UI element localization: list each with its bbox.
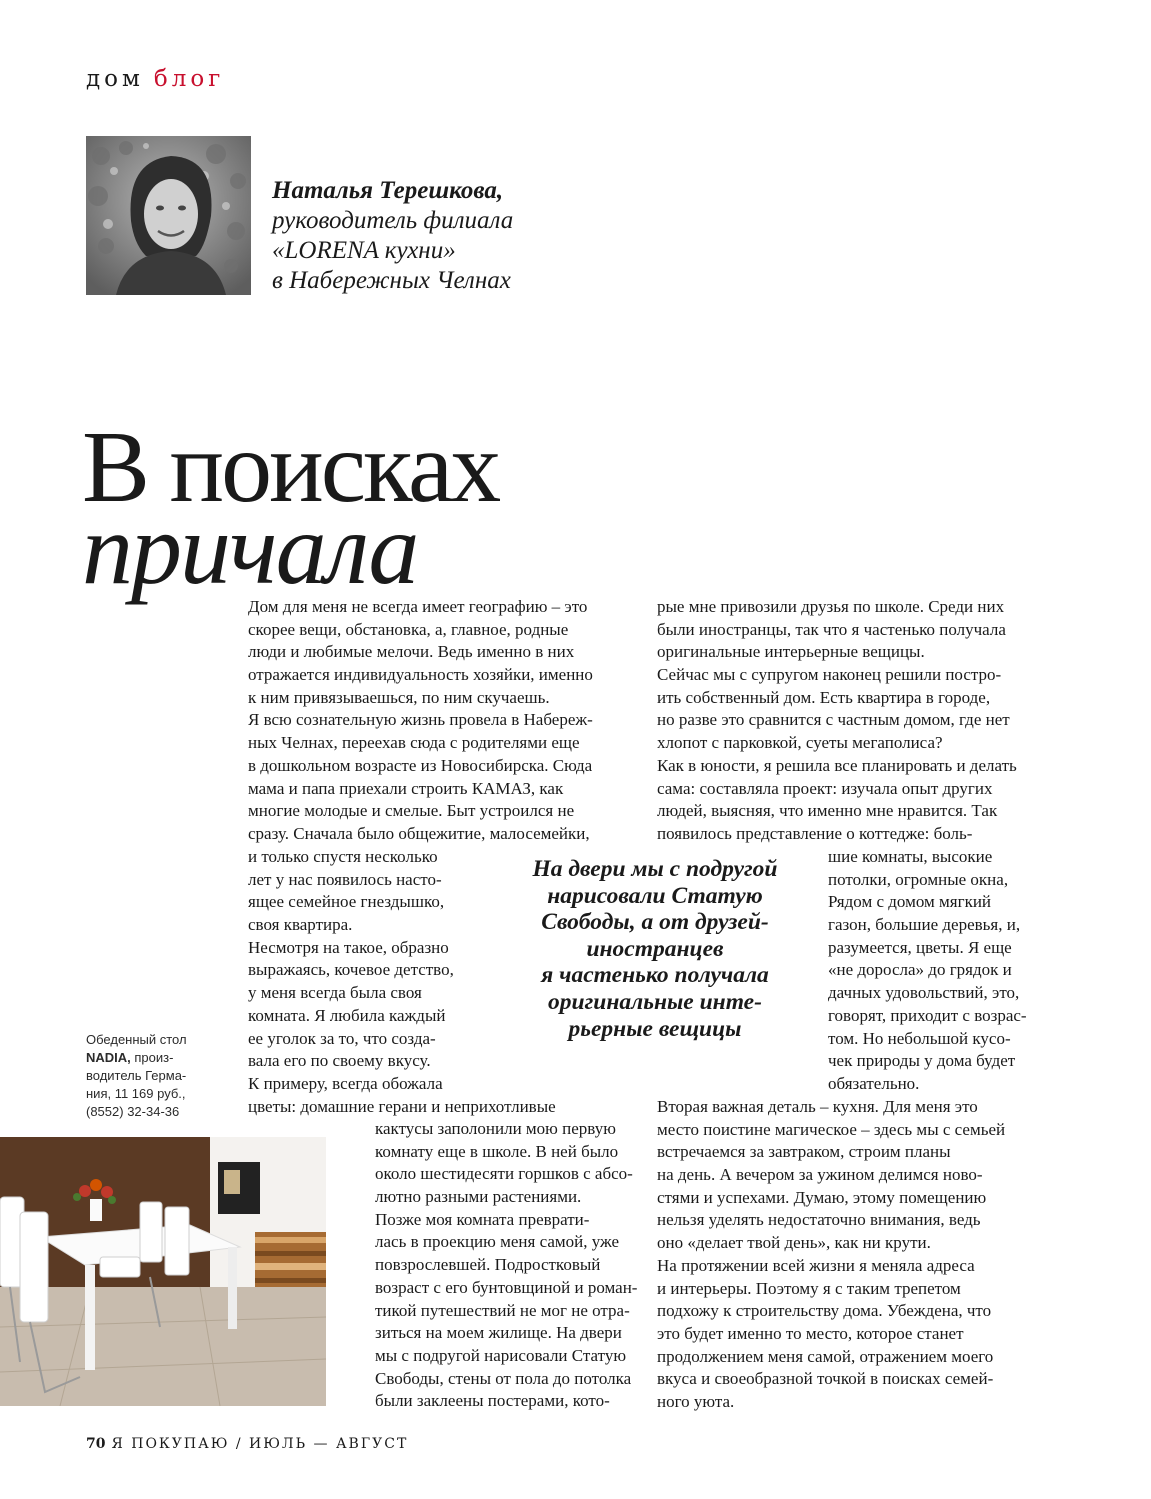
article-title-line-1: В поисках <box>82 411 499 524</box>
text-line: Свободы, стены от пола до потолка <box>375 1368 632 1388</box>
article-title-line-2: причала <box>82 493 418 606</box>
pull-quote <box>480 856 830 1042</box>
section-name: дом <box>86 66 144 92</box>
text-line: Вторая важная деталь – кухня. Для меня это <box>657 1097 978 1116</box>
text-line: говорят, приходит с возрас- <box>828 1005 1027 1025</box>
dining-room-photo <box>0 1137 326 1406</box>
text-line: Рядом с домом мягкий <box>828 892 992 912</box>
text-line: Несмотря на такое, образно <box>248 937 449 957</box>
text-line: лютно разными растениями. <box>375 1187 582 1207</box>
text-line: Как в юности, я решила все планировать и делать <box>657 755 1017 775</box>
text-line: К примеру, всегда обожала <box>248 1073 443 1093</box>
caption-line: ния, 11 169 руб., <box>86 1086 186 1101</box>
text-line: лет у нас появилось насто- <box>248 869 442 889</box>
text-line: мы с подругой нарисовали Статую <box>375 1345 627 1365</box>
text-line: Дом для меня не всегда имеет географию – это <box>248 597 588 616</box>
pull-quote-line: иностранцев <box>586 935 724 962</box>
text-line: сразу. Сначала было общежитие, малосемейки, <box>248 823 590 843</box>
column1-bottom <box>375 1118 637 1413</box>
text-line: выражаясь, кочевое детство, <box>248 960 454 980</box>
text-line: кактусы заполонили мою первую <box>375 1119 616 1138</box>
text-line: но разве это сравнится с частным домом, где нет <box>657 710 1010 730</box>
text-line: «не доросла» до грядок и <box>828 960 1012 980</box>
author-photo <box>86 136 251 295</box>
text-line: скорее вещи, обстановка, а, главное, родные <box>248 619 569 639</box>
text-line: у меня всегда была своя <box>248 983 422 1003</box>
pull-quote-line: оригинальные инте- <box>548 988 762 1015</box>
text-line: возраст с его бунтовщиной и роман- <box>375 1277 638 1297</box>
section-label <box>86 66 224 92</box>
column1-top <box>248 596 593 846</box>
text-line: ного уюта. <box>657 1391 735 1411</box>
text-line: были заклеены постерами, кото- <box>375 1391 610 1411</box>
text-line: комнату еще в школе. В ней было <box>375 1141 619 1161</box>
column1-narrow <box>248 846 454 1096</box>
text-line: зиться на моем жилище. На двери <box>375 1323 622 1343</box>
text-line: ных Челнах, переехав сюда с родителями еще <box>248 733 580 753</box>
photo-caption <box>86 1031 187 1121</box>
text-line: были иностранцы, так что я частенько получала <box>657 619 1006 639</box>
text-line: газон, большие деревья, и, <box>828 915 1021 935</box>
text-line: шие комнаты, высокие <box>828 847 993 866</box>
text-line: комната. Я любила каждый <box>248 1005 446 1025</box>
text-line: это будет именно то место, которое станет <box>657 1323 964 1343</box>
text-line: появилось представление о коттедже: боль- <box>657 823 973 843</box>
text-line: лась в проекцию меня самой, уже <box>375 1232 620 1252</box>
column1-full-line <box>248 1096 556 1119</box>
text-line: в дошкольном возрасте из Новосибирска. Сюда <box>248 755 593 775</box>
text-line: сама: составляла проект: изучала опыт других <box>657 778 993 798</box>
text-line: и интерьеры. Поэтому я с таким трепетом <box>657 1278 961 1298</box>
text-line: Сейчас мы с супругом наконец решили постро- <box>657 665 1002 685</box>
text-line: ящее семейное гнездышко, <box>248 892 445 912</box>
caption-line: (8552) 32-34-36 <box>86 1104 180 1119</box>
text-line: Позже моя комната преврати- <box>375 1209 590 1229</box>
column2-bottom <box>657 1096 1005 1414</box>
text-line: продолжением меня самой, отражением моего <box>657 1346 994 1366</box>
text-line: отражается индивидуальность хозяйки, именно <box>248 665 593 685</box>
page-footer <box>86 1436 408 1452</box>
magazine-issue: Я ПОКУПАЮ / ИЮЛЬ — АВГУСТ <box>111 1436 409 1452</box>
caption-line: Обеденный стол <box>86 1032 187 1047</box>
text-line: ее уголок за то, что созда- <box>248 1028 436 1048</box>
author-position: руководитель филиала <box>272 207 514 234</box>
text-line: к ним привязываешься, по ним скучаешь. <box>248 687 550 707</box>
pull-quote-line: Свободы, а от друзей- <box>541 909 769 936</box>
text-line: тикой путешествий не мог не отра- <box>375 1300 630 1320</box>
text-line: повзрослевшей. Подростковый <box>375 1255 601 1275</box>
text-line: на день. А вечером за ужином делимся ново- <box>657 1165 983 1185</box>
text-line: подхожу к строительству дома. Убеждена, что <box>657 1301 992 1321</box>
text-line: нельзя уделять недостаточно внимания, ведь <box>657 1210 981 1230</box>
text-line: мама и папа приехали строить КАМАЗ, как <box>248 778 564 798</box>
page-number: 70 <box>86 1436 106 1452</box>
pull-quote-line: нарисовали Статую <box>547 882 763 909</box>
column2-top <box>657 596 1017 846</box>
subsection-name: блог <box>153 66 225 92</box>
text-line: многие молодые и смелые. Быт устроился не <box>248 801 575 821</box>
caption-line <box>86 1049 187 1067</box>
caption-line: водитель Герма- <box>86 1068 187 1083</box>
text-line: около шестидесяти горшков с абсо- <box>375 1164 633 1184</box>
text-line: вкуса и своеобразной точкой в поисках семей- <box>657 1369 994 1389</box>
text-line: разумеется, цветы. Я еще <box>828 937 1012 957</box>
pull-quote-line: рьерные вещицы <box>568 1015 742 1042</box>
author-name: Наталья Терешкова, <box>272 177 504 204</box>
text-line: место поистине магическое – здесь мы с семьей <box>657 1119 1006 1139</box>
text-line: встречаемся за завтраком, строим планы <box>657 1142 951 1162</box>
pull-quote-line: я частенько получала <box>541 962 769 989</box>
text-line: своя квартира. <box>248 915 353 935</box>
author-company: «LORENA кухни» <box>272 237 456 264</box>
text-line: потолки, огромные окна, <box>828 869 1009 889</box>
text-line: хлопот с парковкой, суеты мегаполиса? <box>657 733 943 753</box>
text-line: чек природы у дома будет <box>828 1051 1016 1071</box>
text-line: люди и любимые мелочи. Ведь именно в них <box>248 642 575 662</box>
text-line: дачных удовольствий, это, <box>828 983 1020 1003</box>
text-line: цветы: домашние герани и неприхотливые <box>248 1097 556 1116</box>
text-line: рые мне привозили друзья по школе. Среди них <box>657 597 1005 616</box>
text-line: и только спустя несколько <box>248 847 438 866</box>
text-line: оно «делает твой день», как ни крути. <box>657 1233 931 1253</box>
text-line: стями и успехами. Думаю, этому помещению <box>657 1187 987 1207</box>
text-line: На протяжении всей жизни я меняла адреса <box>657 1255 975 1275</box>
caption-product-name: NADIA, <box>86 1050 131 1065</box>
text-line: людей, выясняя, что именно мне нравится. Так <box>657 801 998 821</box>
text-line: оригинальные интерьерные вещицы. <box>657 642 925 662</box>
text-line: Я всю сознательную жизнь провела в Набереж- <box>248 710 593 730</box>
text-line: ить собственный дом. Есть квартира в городе, <box>657 687 991 707</box>
text-line: обязательно. <box>828 1073 920 1093</box>
column2-narrow <box>828 846 1027 1096</box>
author-city: в Набережных Челнах <box>272 267 511 294</box>
author-info <box>272 176 513 296</box>
caption-text: произ- <box>130 1050 174 1065</box>
text-line: том. Но небольшой кусо- <box>828 1028 1011 1048</box>
text-line: вала его по своему вкусу. <box>248 1051 431 1071</box>
pull-quote-line: На двери мы с подругой <box>532 856 778 882</box>
